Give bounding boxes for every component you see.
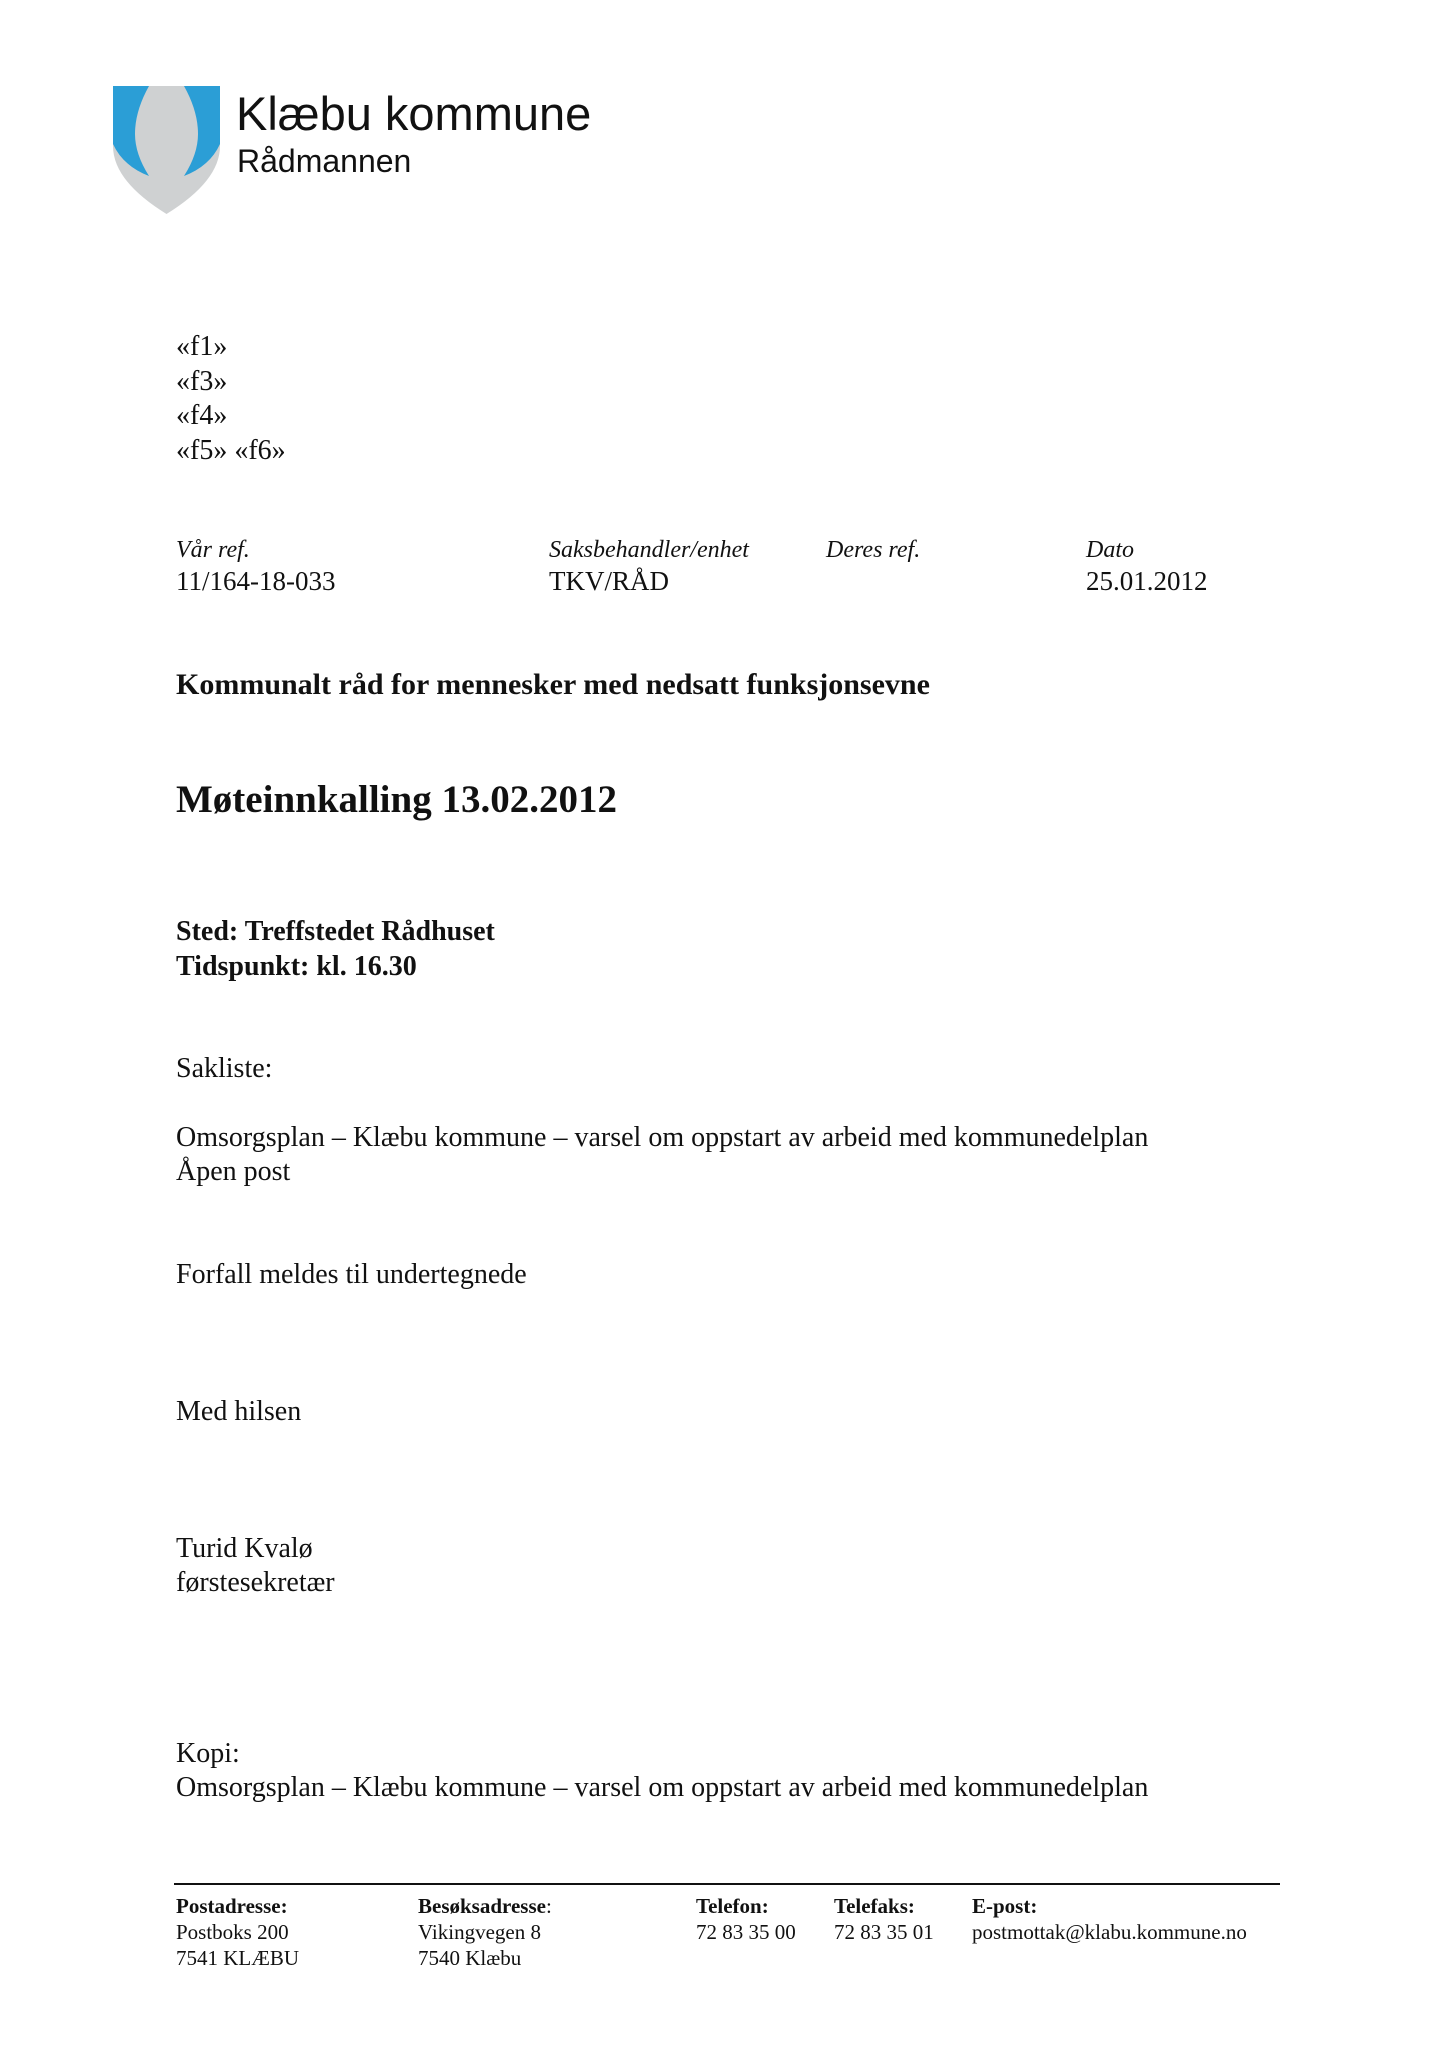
footer-postal-label: Postadresse: — [176, 1894, 288, 1918]
case-handler-value: TKV/RÅD — [549, 566, 669, 596]
our-ref-value: 11/164-18-033 — [176, 566, 336, 596]
copy-text: Omsorgsplan – Klæbu kommune – varsel om oppstart av arbeid med kommunedelplan — [176, 1772, 1149, 1803]
footer-email-label: E-post: — [972, 1894, 1038, 1918]
footer-visit-label: Besøksadresse — [418, 1894, 546, 1918]
footer-postal-address — [176, 1893, 299, 1971]
signature-title: førstesekretær — [176, 1567, 335, 1598]
footer-fax-label: Telefaks: — [834, 1894, 915, 1918]
footer-email — [972, 1893, 1247, 1945]
copy-label: Kopi: — [176, 1738, 240, 1769]
recipient-address — [176, 330, 286, 468]
recipient-line: «f4» — [176, 400, 228, 431]
meeting-place: Sted: Treffstedet Rådhuset — [176, 916, 495, 947]
date-label: Dato — [1086, 537, 1134, 563]
footer-visit-line: 7540 Klæbu — [418, 1946, 522, 1970]
footer-email-value[interactable]: postmottak@klabu.kommune.no — [972, 1920, 1247, 1944]
footer-visit-colon: : — [545, 1894, 552, 1918]
footer-phone — [696, 1893, 796, 1945]
recipient-line: «f3» — [176, 365, 228, 397]
date-value: 25.01.2012 — [1086, 566, 1208, 596]
signature-name: Turid Kvalø — [176, 1533, 313, 1564]
recipient-line: «f1» — [176, 331, 228, 362]
their-ref-label: Deres ref. — [826, 537, 921, 563]
case-handler-label: Saksbehandler/enhet — [549, 537, 749, 563]
agenda-label: Sakliste: — [176, 1053, 273, 1084]
our-ref-label: Vår ref. — [176, 537, 250, 563]
closing-greeting: Med hilsen — [176, 1396, 302, 1427]
footer-phone-label: Telefon: — [696, 1894, 769, 1918]
footer-phone-value: 72 83 35 00 — [696, 1920, 796, 1944]
footer-visit-address — [418, 1893, 552, 1971]
org-name: Klæbu kommune — [236, 87, 592, 140]
footer-visit-line: Vikingvegen 8 — [418, 1920, 541, 1944]
meeting-details — [176, 915, 495, 984]
absence-note: Forfall meldes til undertegnede — [176, 1259, 527, 1290]
meeting-time: Tidspunkt: kl. 16.30 — [176, 950, 417, 982]
footer-fax — [834, 1893, 934, 1945]
footer-fax-value: 72 83 35 01 — [834, 1920, 934, 1944]
agenda-item: Omsorgsplan – Klæbu kommune – varsel om oppstart av arbeid med kommunedelplan — [176, 1122, 1149, 1153]
agenda-item: Åpen post — [176, 1156, 291, 1187]
org-unit: Rådmannen — [237, 143, 412, 179]
footer-postal-line: Postboks 200 — [176, 1920, 289, 1944]
recipient-line: «f5» «f6» — [176, 434, 286, 466]
council-title: Kommunalt råd for mennesker med nedsatt funksjonsevne — [176, 668, 930, 701]
coat-of-arms-logo — [113, 86, 220, 214]
meeting-title: Møteinnkalling 13.02.2012 — [176, 778, 617, 821]
footer-postal-line: 7541 KLÆBU — [176, 1946, 300, 1970]
footer-divider — [174, 1883, 1280, 1885]
